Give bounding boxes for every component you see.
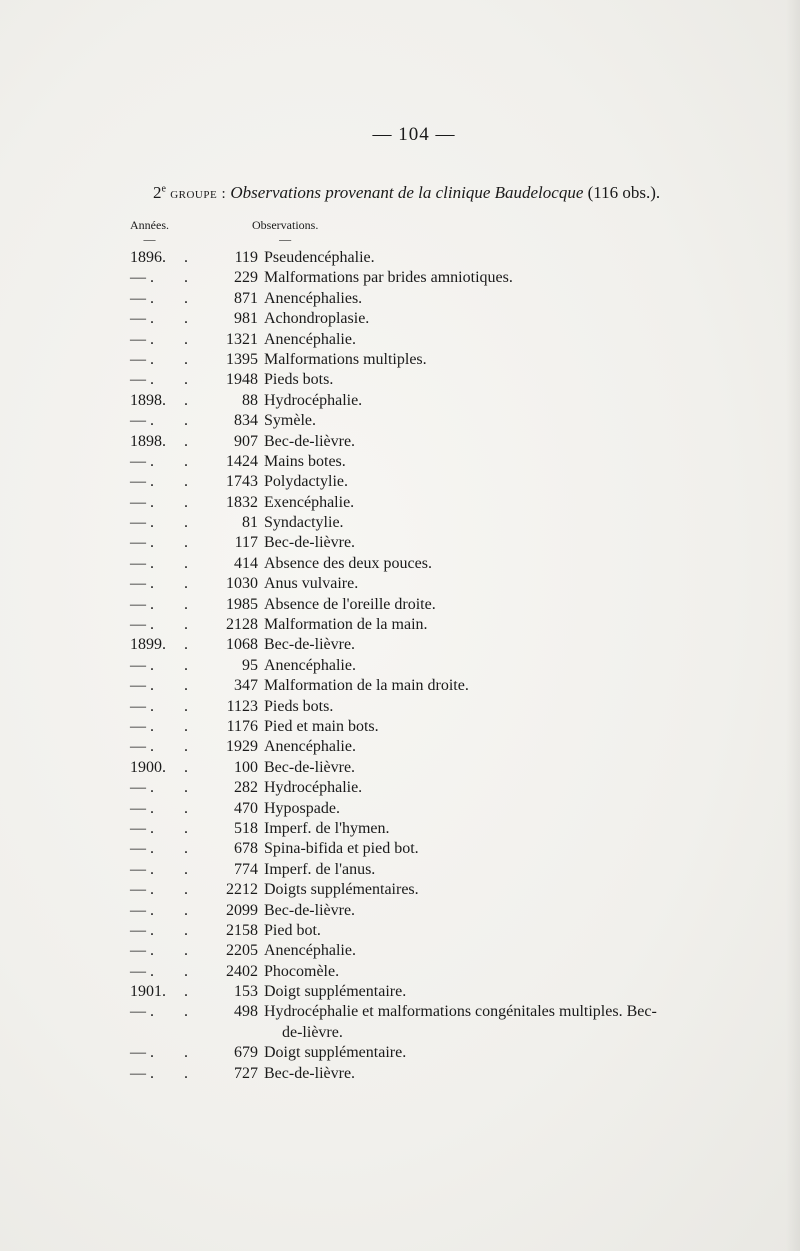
observation-year: — . [130,1064,154,1082]
observation-year: — . [130,371,154,389]
leader-dot: . [184,717,188,735]
observation-row [0,472,800,492]
observation-description [264,1064,355,1084]
leader-dot: . [184,289,188,307]
observation-description [264,595,436,615]
leader-dot: . [184,677,188,695]
leader-dot: . [184,595,188,613]
observation-description [264,839,419,859]
observation-description-text: Pseudencéphalie. [264,249,375,266]
observation-description [264,330,356,350]
observation-description-text: Malformations multiples. [264,350,427,368]
page-number: — 104 — [372,124,456,145]
observation-description-text: Bec-de-lièvre. [264,534,356,552]
observation-row [0,493,800,513]
observation-description-text: Symèle. [264,412,316,430]
observation-row [0,717,800,737]
leader-dot: . [184,942,188,960]
observation-row [0,819,800,839]
leader-dot: . [184,636,188,654]
observation-number: 2158 [226,921,258,939]
observation-year: — . [130,473,154,491]
observation-row [0,268,800,288]
observation-description-text: Anencéphalie. [264,942,356,960]
observation-number: 470 [234,799,258,817]
observation-description [264,493,354,513]
observation-number: 2099 [226,901,258,919]
observation-description-continuation: de-lièvre. [282,1023,343,1041]
observation-number: 834 [234,412,258,430]
observation-row [0,574,800,594]
observation-description [264,533,355,553]
observation-description [264,411,316,431]
observation-row [0,432,800,452]
leader-dot: . [184,840,188,858]
observation-description [264,982,406,1002]
leader-dot: . [184,616,188,634]
observation-description [264,432,355,452]
observation-row [0,758,800,778]
observation-year: 1898. [130,432,166,450]
observation-row [0,1043,800,1063]
observation-row [0,513,800,533]
observation-row [0,697,800,717]
observation-row [0,391,800,411]
observation-description [264,758,355,778]
observation-number: 1321 [226,330,258,348]
observation-description-text: Absence des deux pouces. [264,554,432,572]
observation-description [264,901,355,921]
observation-description-text: Hydrocéphalie et malformations congénitales multiples. Bec- [264,1003,657,1021]
observation-row [0,737,800,757]
observation-row [0,615,800,635]
observation-row [0,330,800,350]
observation-year: — . [130,575,154,593]
observation-row [0,533,800,553]
leader-dot: . [184,779,188,797]
observation-description [264,472,348,492]
leader-dot: . [184,412,188,430]
observation-year: — . [130,921,154,939]
observation-description [264,1002,724,1043]
leader-dot: . [184,330,188,348]
observation-year: — . [130,493,154,511]
observation-number: 1832 [226,493,258,511]
observation-description [264,1043,406,1063]
observation-description [264,309,369,329]
observation-year: — . [130,819,154,837]
observation-description-text: Pieds bots. [264,371,334,389]
column-headers [130,218,430,246]
leader-dot: . [184,452,188,470]
observation-description-text: Absence de l'oreille droite. [264,595,436,613]
column-header-observations [252,218,318,245]
observation-year: — . [130,656,154,674]
observation-description [264,717,379,737]
column-header-observations-label: Observations. [252,218,319,232]
observation-description-text: Pied et main bots. [264,717,379,735]
observation-year: — . [130,881,154,899]
observation-description-text: Malformation de la main droite. [264,677,469,695]
observation-number: 347 [234,677,258,695]
observation-description [264,635,355,655]
observation-year: 1896. [130,249,166,266]
observation-year: — . [130,534,154,552]
leader-dot: . [184,799,188,817]
observation-description [264,615,428,635]
observation-year: — . [130,310,154,328]
observation-number: 95 [242,656,258,674]
leader-dot: . [184,249,188,266]
observation-year: — . [130,860,154,878]
observation-year: — . [130,616,154,634]
observation-number: 2205 [226,942,258,960]
observation-number: 1395 [226,350,258,368]
observation-year: 1900. [130,758,166,776]
observation-description-text: Anencéphalie. [264,330,356,348]
observation-description-text: Imperf. de l'anus. [264,860,376,878]
observation-year: 1898. [130,391,166,409]
observation-number: 1929 [226,738,258,756]
leader-dot: . [184,758,188,776]
leader-dot: . [184,269,188,287]
observation-year: 1899. [130,636,166,654]
observation-number: 981 [234,310,258,328]
observation-description-text: Exencéphalie. [264,493,355,511]
observation-row [0,982,800,1002]
observation-description [264,737,356,757]
observation-description [264,676,469,696]
leader-dot: . [184,534,188,552]
observation-description [264,962,339,982]
observation-number: 1123 [226,697,258,715]
observation-number: 1030 [226,575,258,593]
observation-description [264,370,333,390]
observation-description-text: Doigt supplémentaire. [264,1044,407,1062]
leader-dot: . [184,310,188,328]
leader-dot: . [184,350,188,368]
group-title: Observations provenant de la clinique Baudelocque [230,183,584,202]
leader-dot: . [184,656,188,674]
observation-year: — . [130,779,154,797]
observation-year: — . [130,289,154,307]
observation-year: — . [130,677,154,695]
observation-number: 678 [234,840,258,858]
leader-dot: . [184,432,188,450]
observation-row [0,962,800,982]
group-superscript: e [161,183,166,195]
observation-row [0,635,800,655]
observation-description [264,452,346,472]
leader-dot: . [184,371,188,389]
observation-number: 907 [234,432,258,450]
observation-row [0,370,800,390]
observation-row [0,595,800,615]
observation-year: — . [130,330,154,348]
observation-number: 1948 [226,371,258,389]
leader-dot: . [184,697,188,715]
observation-year: — . [130,1003,154,1021]
observation-description [264,880,419,900]
observation-row [0,839,800,859]
observation-number: 81 [242,514,258,532]
observation-description [264,941,356,961]
observation-number: 414 [234,554,258,572]
leader-dot: . [184,514,188,532]
observation-number: 100 [234,758,258,776]
observation-description [264,248,375,268]
observation-row [0,248,800,268]
observation-description-text: Pied bot. [264,921,321,939]
observation-number: 1176 [226,717,258,735]
observation-description-text: Bec-de-lièvre. [264,758,356,776]
observation-description-text: Hypospade. [264,799,340,817]
observation-list [0,248,800,1084]
observation-description-text: Anencéphalie. [264,738,356,756]
observation-year: — . [130,514,154,532]
observation-number: 1068 [226,636,258,654]
observation-description-text: Anus vulvaire. [264,575,359,593]
leader-dot: . [184,1003,188,1021]
leader-dot: . [184,983,188,1001]
observation-description-text: Hydrocéphalie. [264,779,363,797]
column-header-years-label: Années. [130,218,169,232]
observation-number: 1424 [226,452,258,470]
observation-year: — . [130,901,154,919]
observation-row [0,1064,800,1084]
observation-row [0,309,800,329]
observation-description-text: Achondroplasie. [264,310,370,328]
observation-description [264,513,344,533]
observation-number: 2128 [226,616,258,634]
observation-number: 518 [234,819,258,837]
observation-description-text: Doigt supplémentaire. [264,983,407,1001]
observation-row [0,860,800,880]
observation-number: 229 [234,269,258,287]
observation-description-text: Spina-bifida et pied bot. [264,840,419,858]
observation-row [0,289,800,309]
observation-description-text: Syndactylie. [264,514,344,532]
observation-year: 1901. [130,983,166,1001]
observation-description [264,289,362,309]
leader-dot: . [184,575,188,593]
observation-row [0,941,800,961]
observation-row [0,452,800,472]
column-header-observations-dash: — [279,232,292,246]
observation-description [264,921,321,941]
observation-description [264,391,362,411]
observation-number: 1985 [226,595,258,613]
observation-number: 727 [234,1064,258,1082]
observation-description [264,860,375,880]
observation-row [0,656,800,676]
observation-description-text: Doigts supplémentaires. [264,881,419,899]
observation-description-text: Phocomèle. [264,962,340,980]
observation-description-text: Malformations par brides amniotiques. [264,269,513,287]
observation-description [264,554,432,574]
observation-description-text: Anencéphalie. [264,656,356,674]
observation-year: — . [130,942,154,960]
observation-year: — . [130,269,154,287]
leader-dot: . [184,921,188,939]
observation-number: 282 [234,779,258,797]
observation-number: 1743 [226,473,258,491]
observation-number: 2212 [226,881,258,899]
observation-description [264,799,340,819]
observation-year: — . [130,840,154,858]
observation-year: — . [130,697,154,715]
observation-row [0,554,800,574]
leader-dot: . [184,901,188,919]
observation-row [0,799,800,819]
observation-row [0,778,800,798]
observation-description-text: Pieds bots. [264,697,334,715]
leader-dot: . [184,819,188,837]
leader-dot: . [184,1044,188,1062]
observation-number: 88 [242,391,258,409]
observation-number: 2402 [226,962,258,980]
observation-description-text: Malformation de la main. [264,616,428,634]
column-header-years-dash: — [143,232,156,246]
leader-dot: . [184,473,188,491]
leader-dot: . [184,962,188,980]
observation-number: 871 [234,289,258,307]
observation-description-text: Bec-de-lièvre. [264,901,356,919]
observation-number: 774 [234,860,258,878]
observation-description [264,778,362,798]
observation-description-text: Bec-de-lièvre. [264,432,356,450]
leader-dot: . [184,738,188,756]
observation-row [0,880,800,900]
observation-number: 119 [234,249,258,266]
observation-description [264,268,513,288]
group-number: 2 [153,183,162,202]
observation-year: — . [130,412,154,430]
leader-dot: . [184,1064,188,1082]
leader-dot: . [184,391,188,409]
observation-row [0,901,800,921]
observation-year: — . [130,452,154,470]
observation-description-text: Anencéphalies. [264,289,363,307]
observation-row [0,676,800,696]
observation-number: 498 [234,1003,258,1021]
leader-dot: . [184,881,188,899]
observation-description-text: Polydactylie. [264,473,348,491]
observation-description [264,819,390,839]
observation-description-text: Imperf. de l'hymen. [264,819,390,837]
observation-year: — . [130,554,154,572]
observation-year: — . [130,595,154,613]
group-heading [153,183,660,203]
observation-year: — . [130,799,154,817]
observation-row [0,921,800,941]
observation-year: — . [130,350,154,368]
column-header-years [130,218,169,245]
observation-year: — . [130,962,154,980]
observation-description-text: Bec-de-lièvre. [264,1064,356,1082]
observation-description-text: Mains botes. [264,452,346,470]
observation-description-text: Bec-de-lièvre. [264,636,356,654]
observation-row [0,411,800,431]
group-word: groupe : [170,186,227,202]
observation-number: 117 [234,534,258,552]
observation-number: 679 [234,1044,258,1062]
observation-year: — . [130,1044,154,1062]
leader-dot: . [184,860,188,878]
observation-row [0,1002,800,1043]
observation-description [264,350,427,370]
group-count: (116 obs.). [587,183,661,202]
observation-number: 153 [234,983,258,1001]
observation-description [264,697,333,717]
leader-dot: . [184,493,188,511]
observation-description [264,656,356,676]
observation-description [264,574,358,594]
observation-description-text: Hydrocéphalie. [264,391,363,409]
observation-row [0,350,800,370]
observation-year: — . [130,717,154,735]
observation-year: — . [130,738,154,756]
leader-dot: . [184,554,188,572]
